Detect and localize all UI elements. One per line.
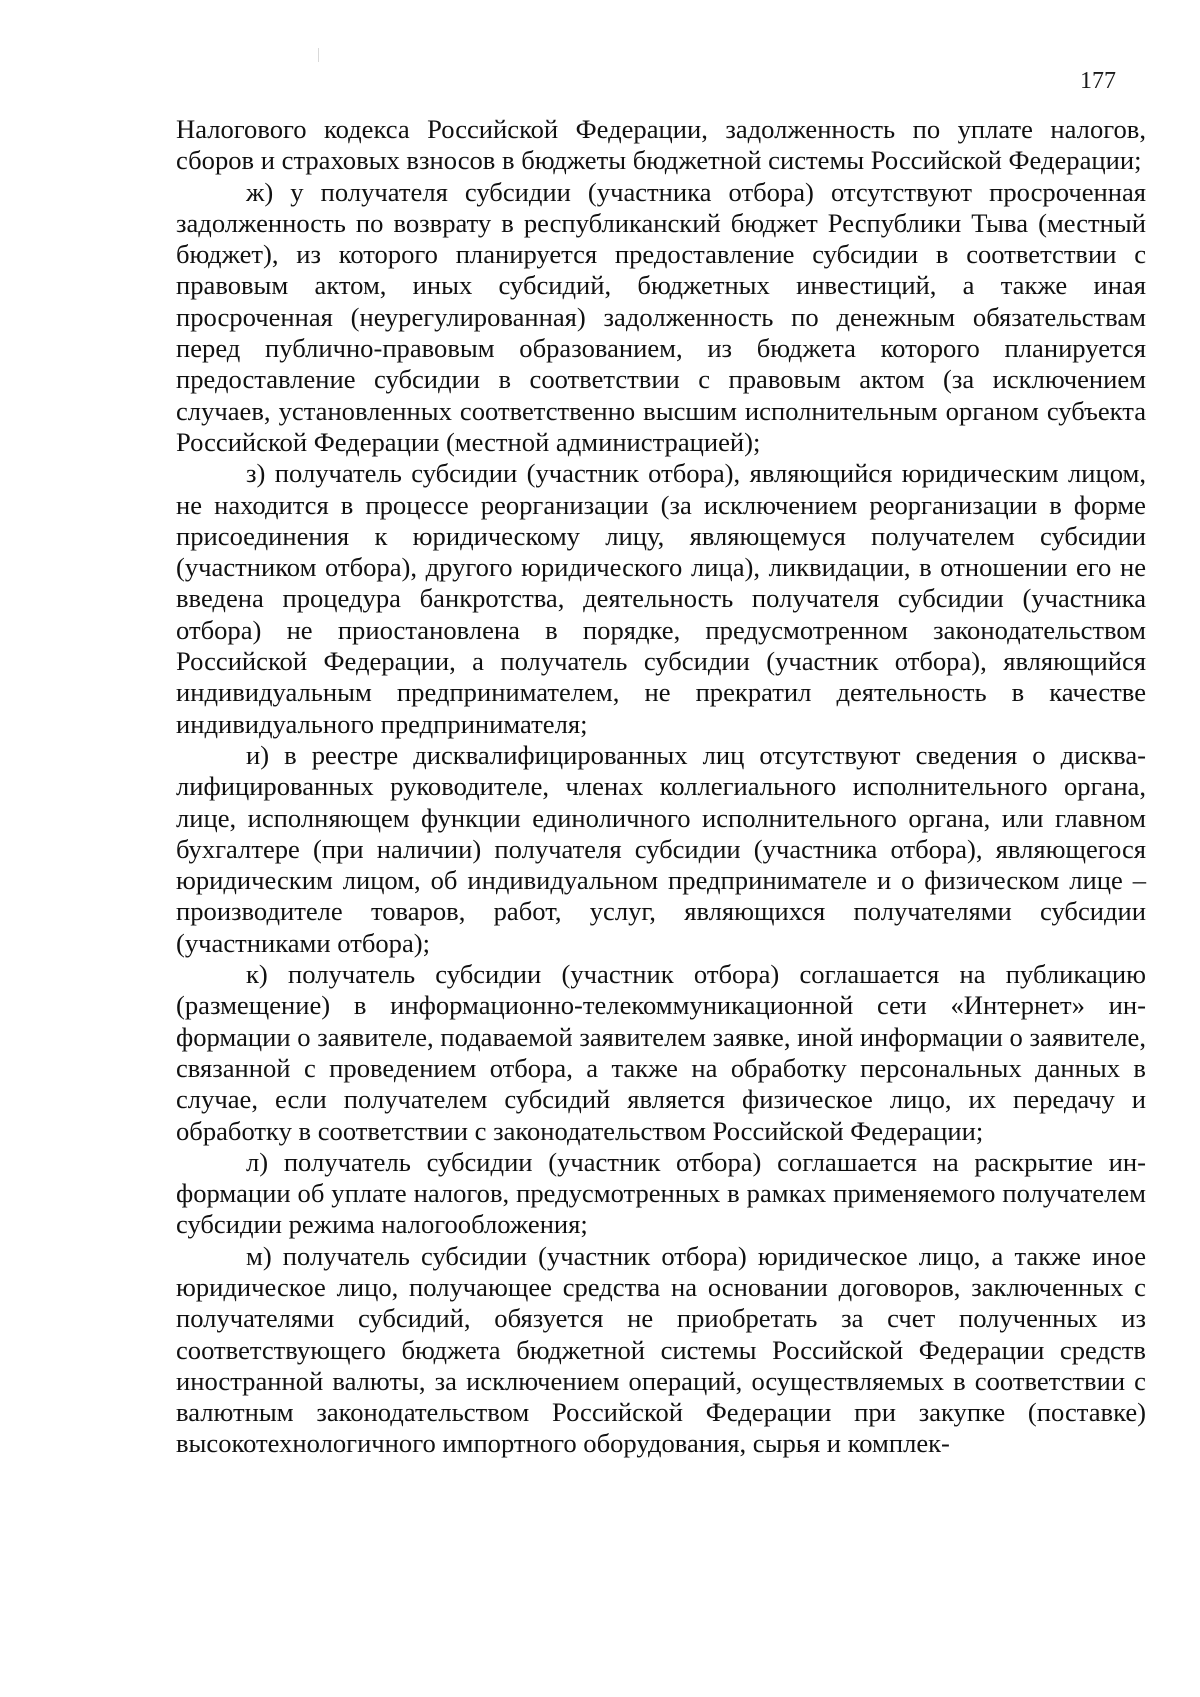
paragraph-item-l: л) получатель субсидии (участник отбора) соглашается на раскрытие информации об уплате налогов, предусмотренных в рамках применяемого получателем субсидии режима налогообложения; [176, 1146, 1146, 1240]
paragraph-item-k: к) получатель субсидии (участник отбора) соглашается на публикацию (размещение) в информационно-телекоммуникационной сети «Интернет» информации о заявителе, подаваемой заявителем заявке, иной информации о заявителе, связанной с проведением отбора, а также на обработку персональных данных в случае, если получателем субсидий является физическое лицо, их передачу и обработку в соответствии с законодательством Российской Федерации; [176, 959, 1146, 1146]
paragraph-continuation: Налогового кодекса Российской Федерации, задолженность по уплате налогов, сборов и страховых взносов в бюджеты бюджетной системы Российской Федерации; [176, 114, 1146, 176]
paragraph-item-m: м) получатель субсидии (участник отбора) юридическое лицо, а также иное юридическое лицо, получающее средства на основании договоров, заключенных с получателями субсидий, обязуется не приобретать за счет полученных из соответствующего бюджета бюджетной системы Российской Федерации средств иностранной валюты, за исключением операций, осуществляемых в соответствии с валютным законодательством Российской Федерации при закупке (поставке) высокотехнологичного импортного оборудования, сырья и комплек- [176, 1240, 1146, 1459]
page-number: 177 [1080, 68, 1116, 94]
paragraph-item-z: з) получатель субсидии (участник отбора), являющийся юридическим лицом, не находится в процессе реорганизации (за исключением реорганизации в форме присоединения к юридическому лицу, являющемуся получателем субсидии (участником отбора), другого юридического лица), ликвидации, в отношении его не введена процедура банкротства, деятельность получателя субсидии (участника отбора) не приостановлена в порядке, предусмотренном законодательством Российской Федерации, а получатель субсидии (участник отбора), являющийся индивидуальным предпринимателем, не прекратил деятельность в качестве индивидуального предпринимателя; [176, 458, 1146, 739]
scan-artifact-mark [318, 48, 319, 62]
paragraph-item-zh: ж) у получателя субсидии (участника отбора) отсутствуют просроченная задолженность по возврату в республиканский бюджет Республики Тыва (местный бюджет), из которого планируется предоставление субсидии в соответствии с правовым актом, иных субсидий, бюджетных инвестиций, а также иная просроченная (неурегулированная) задолженность по денежным обязательствам перед публично-правовым образованием, из бюджета которого планируется предоставление субсидии в соответствии с правовым актом (за исключением случаев, установленных соответственно высшим исполнительным органом субъекта Российской Федерации (местной администрацией); [176, 176, 1146, 457]
paragraph-item-i: и) в реестре дисквалифицированных лиц отсутствуют сведения о дисквалифицированных руководителе, членах коллегиального исполнительного органа, лице, исполняющем функции единоличного исполнительного органа, или главном бухгалтере (при наличии) получателя субсидии (участника отбора), являющегося юридическим лицом, об индивидуальном предпринимателе и о физическом лице – производителе товаров, работ, услуг, являющихся получателями субсидии (участниками отбора); [176, 739, 1146, 958]
body-text [176, 114, 1146, 1460]
